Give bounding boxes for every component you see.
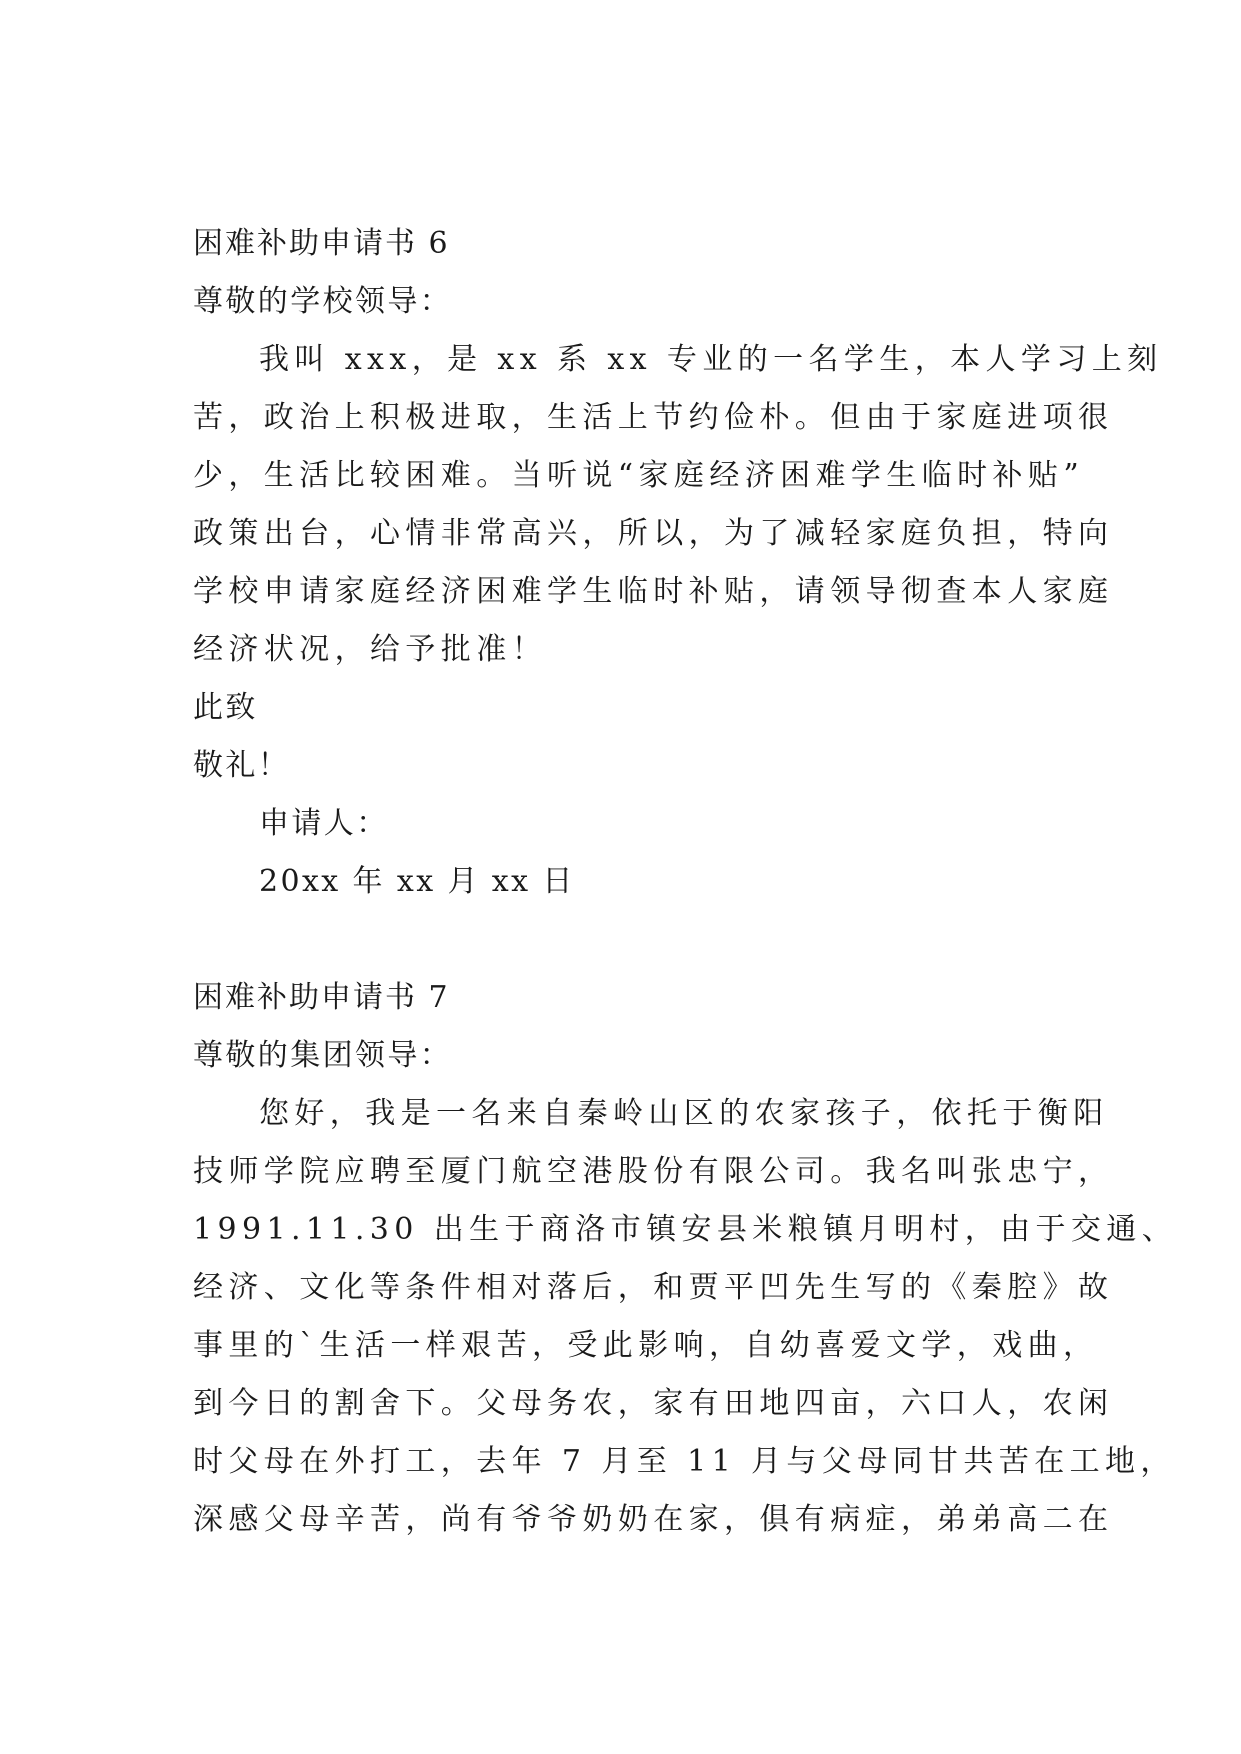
section-6-salutation: 尊敬的学校领导： [193, 284, 453, 319]
section-7-paragraph [193, 1085, 1178, 1549]
paragraph-line: 您好，我是一名来自秦岭山区的农家孩子，依托于衡阳 [259, 1096, 1109, 1131]
section-7-title: 困难补助申请书 7 [193, 980, 450, 1015]
paragraph-line: 苦，政治上积极进取，生活上节约俭朴。但由于家庭进项很 [193, 400, 1114, 435]
paragraph-line: 事里的`生活一样艰苦，受此影响，自幼喜爱文学，戏曲， [193, 1328, 1099, 1363]
paragraph-line: 时父母在外打工，去年 7 月至 11 月与父母同甘共苦在工地， [193, 1444, 1176, 1479]
section-6-paragraph [193, 331, 1163, 679]
paragraph-line: 少，生活比较困难。当听说“家庭经济困难学生临时补贴” [193, 458, 1085, 493]
section-6-date: 20xx 年 xx 月 xx 日 [259, 864, 575, 899]
section-6-closing-ci-zhi: 此致 [193, 690, 258, 725]
paragraph-line: 经济、文化等条件相对落后，和贾平凹先生写的《秦腔》故 [193, 1270, 1114, 1305]
section-6-applicant: 申请人： [259, 806, 389, 841]
paragraph-line: 我叫 xxx，是 xx 系 xx 专业的一名学生，本人学习上刻 [259, 342, 1163, 377]
paragraph-line: 政策出台，心情非常高兴，所以，为了减轻家庭负担，特向 [193, 516, 1114, 551]
paragraph-line: 到今日的割舍下。父母务农，家有田地四亩，六口人，农闲 [193, 1386, 1114, 1421]
section-6-title: 困难补助申请书 6 [193, 226, 450, 261]
section-7-salutation: 尊敬的集团领导： [193, 1038, 453, 1073]
document-body [193, 215, 1178, 1549]
section-6-closing-jing-li: 敬礼！ [193, 748, 291, 783]
paragraph-line: 1991.11.30 出生于商洛市镇安县米粮镇月明村，由于交通、 [193, 1212, 1178, 1247]
paragraph-line: 技师学院应聘至厦门航空港股份有限公司。我名叫张忠宁， [193, 1154, 1114, 1189]
paragraph-line: 学校申请家庭经济困难学生临时补贴，请领导彻查本人家庭 [193, 574, 1114, 609]
paragraph-line: 经济状况，给予批准！ [193, 632, 547, 667]
section-spacer [193, 911, 1055, 969]
paragraph-line: 深感父母辛苦，尚有爷爷奶奶在家，俱有病症，弟弟高二在 [193, 1502, 1114, 1537]
